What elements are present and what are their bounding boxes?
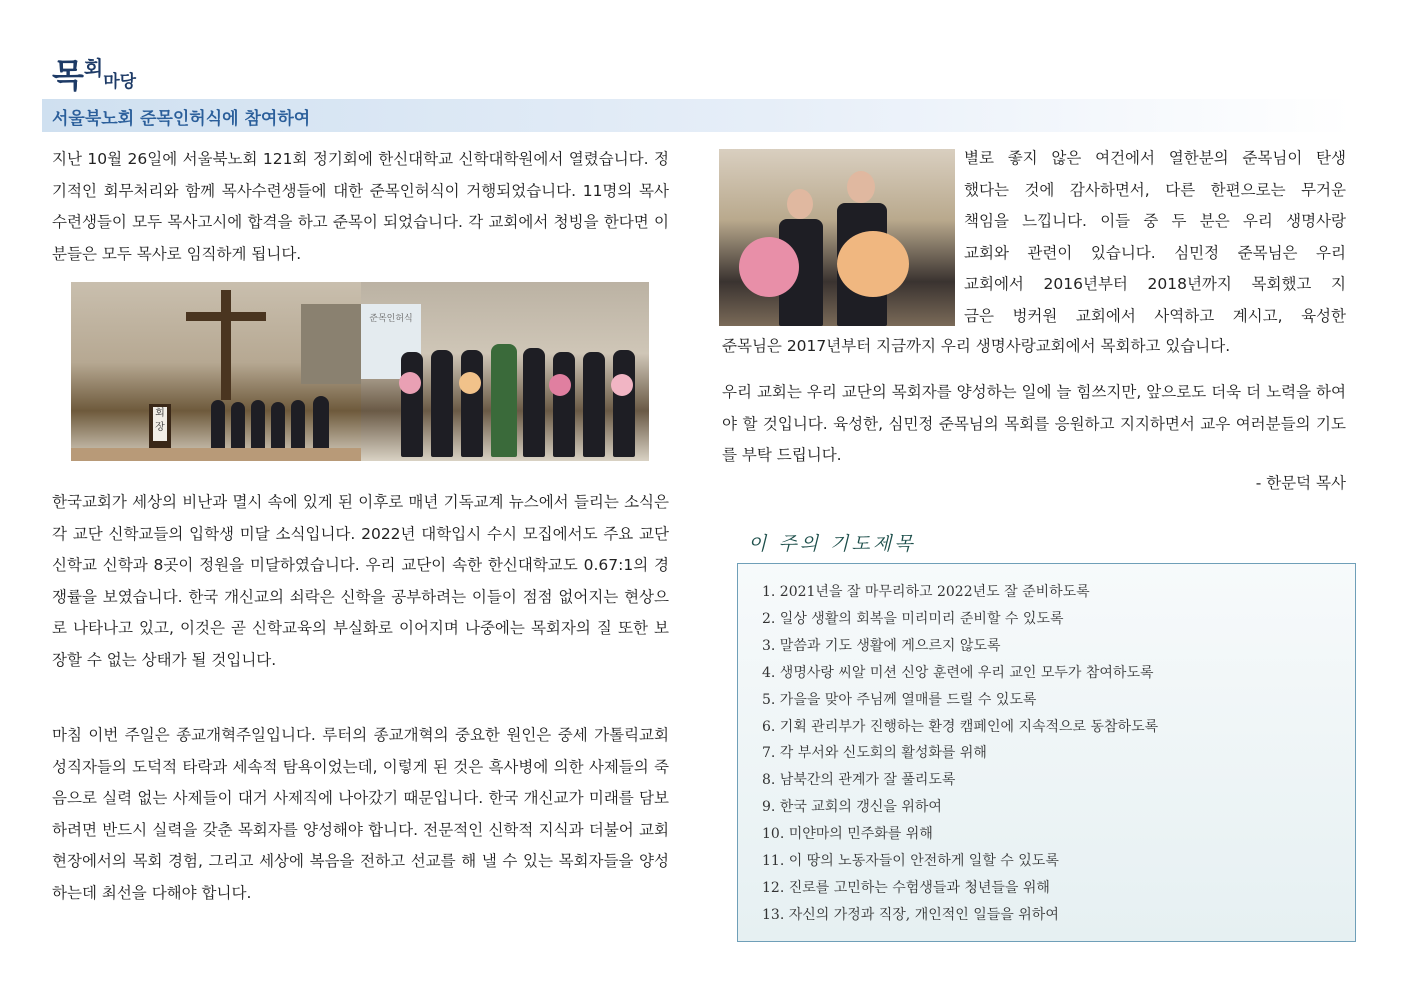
prayer-item: 11. 이 땅의 노동자들이 안전하게 일할 수 있도록 — [762, 853, 1059, 870]
projection-screen: 준목인허식 — [361, 304, 421, 379]
logo-main-char: 목 — [52, 56, 84, 95]
two-new-ministers-photo — [719, 149, 955, 326]
right-paragraph-1-line: 금은 벙커원 교회에서 사역하고 계시고, 육성한 — [964, 306, 1346, 325]
prayer-item: 13. 자신의 가정과 직장, 개인적인 일들을 위하여 — [762, 906, 1059, 923]
group-photo-with-flowers — [361, 282, 649, 461]
left-paragraph-1: 지난 10월 26일에 서울북노회 121회 정기회에 한신대학교 신학대학원에서 열렸습니다. 정기적인 회무처리와 함께 목사수련생들에 대한 준목인허식이 거행되었습니다. 11명의 목사수련생들이 모두 목사고시에 합격을 하고 준목이 되었습니다. 각 교회에서 청빙을 한다면 이 분들은 모두 목사로 임직하게 됩니다. — [52, 150, 669, 263]
prayer-item: 7. 각 부서와 신도회의 활성화를 위해 — [762, 745, 987, 762]
prayer-item: 1. 2021년을 잘 마무리하고 2022년도 잘 준비하도록 — [762, 584, 1090, 600]
prayer-item: 4. 생명사랑 씨알 미션 신앙 훈련에 우리 교인 모두가 참여하도록 — [762, 664, 1154, 681]
prayer-item: 12. 진로를 고민하는 수험생들과 청년들을 위해 — [762, 879, 1050, 896]
prayer-item: 2. 일상 생활의 회복을 미리미리 준비할 수 있도록 — [762, 610, 1064, 627]
article-title: 서울북노회 준목인허식에 참여하여 — [52, 109, 311, 129]
prayer-item: 5. 가을을 맞아 주님께 열매를 드릴 수 있도록 — [762, 691, 1037, 708]
right-paragraph-1-line: 교회에서 2016년부터 2018년까지 목회했고 지 — [964, 275, 1346, 293]
right-paragraph-1-lines — [964, 143, 1346, 332]
author-signature: - 한문덕 목사 — [1255, 474, 1346, 492]
right-paragraph-1-line: 교회와 관련이 있습니다. 심민정 준목님은 우리 — [964, 243, 1346, 262]
prayer-item: 8. 남북간의 관계가 잘 풀리도록 — [762, 772, 956, 789]
right-paragraph-1-line: 했다는 것에 감사하면서, 다른 한편으로는 무거운 — [964, 180, 1346, 199]
right-paragraph-1-line: 책임을 느낍니다. 이들 중 두 분은 우리 생명사랑 — [964, 212, 1346, 230]
prayer-list-box — [737, 563, 1356, 942]
right-paragraph-2: 우리 교회는 우리 교단의 목회자를 양성하는 일에 늘 힘쓰지만, 앞으로도 더욱 더 노력을 하여야 할 것입니다. 육성한, 심민정 준목님의 목회를 응원하고 지지하면서 교우 여러분들의 기도를 부탁 드립니다. — [722, 383, 1346, 464]
prayer-item: 9. 한국 교회의 갱신을 위하여 — [762, 799, 942, 816]
prayer-list — [738, 564, 1355, 929]
section-logo — [52, 50, 136, 97]
podium-sign: 회장 — [153, 407, 167, 441]
prayer-item: 10. 미얀마의 민주화를 위해 — [762, 826, 933, 843]
logo-sub-char: 회 — [83, 56, 104, 80]
article-title-bar — [42, 99, 1352, 132]
right-paragraph-1-tail: 준목님은 2017년부터 지금까지 우리 생명사랑교회에서 목회하고 있습니다. — [722, 337, 1231, 355]
prayer-heading: 이 주의 기도제목 — [748, 533, 916, 555]
ordination-ceremony-photo — [71, 282, 361, 461]
left-paragraph-2: 한국교회가 세상의 비난과 멸시 속에 있게 된 이후로 매년 기독교계 뉴스에서 들리는 소식은 각 교단 신학교들의 입학생 미달 소식입니다. 2022년 대학입시 수시 모집에서도 주요 교단 신학교 신학과 8곳이 정원을 미달하였습니다. 우리 교단이 속한 한신대학교도 0.67:1의 경쟁률을 보였습니다. 한국 개신교의 쇠락은 신학을 공부하려는 이들이 점점 없어지는 현상으로 나타나고 있고, 이것은 곧 신학교육의 부실화로 이어지며 나중에는 목회자의 질 또한 보장할 수 없는 상태가 될 것입니다. — [52, 493, 669, 669]
prayer-item: 6. 기획 관리부가 진행하는 환경 캠페인에 지속적으로 동참하도록 — [762, 718, 1159, 735]
prayer-item: 3. 말씀과 기도 생활에 게으르지 않도록 — [762, 637, 1001, 654]
left-paragraph-3: 마침 이번 주일은 종교개혁주일입니다. 루터의 종교개혁의 중요한 원인은 중세 가톨릭교회 성직자들의 도덕적 타락과 세속적 탐욕이었는데, 이렇게 된 것은 흑사병에 의한 사제들의 죽음으로 실력 없는 사제들이 대거 사제직에 나아갔기 때문입니다. 한국 개신교가 미래를 담보하려면 반드시 실력을 갖춘 목회자를 양성해야 합니다. 전문적인 신학적 지식과 더불어 교회 현장에서의 목회 경험, 그리고 세상에 복음을 전하고 선교를 해 낼 수 있는 목회자들을 양성하는데 최선을 다해야 합니다. — [52, 726, 669, 902]
logo-suffix: 마당 — [103, 72, 137, 92]
right-paragraph-1-line: 별로 좋지 않은 여건에서 열한분의 준목님이 탄생 — [964, 149, 1346, 167]
